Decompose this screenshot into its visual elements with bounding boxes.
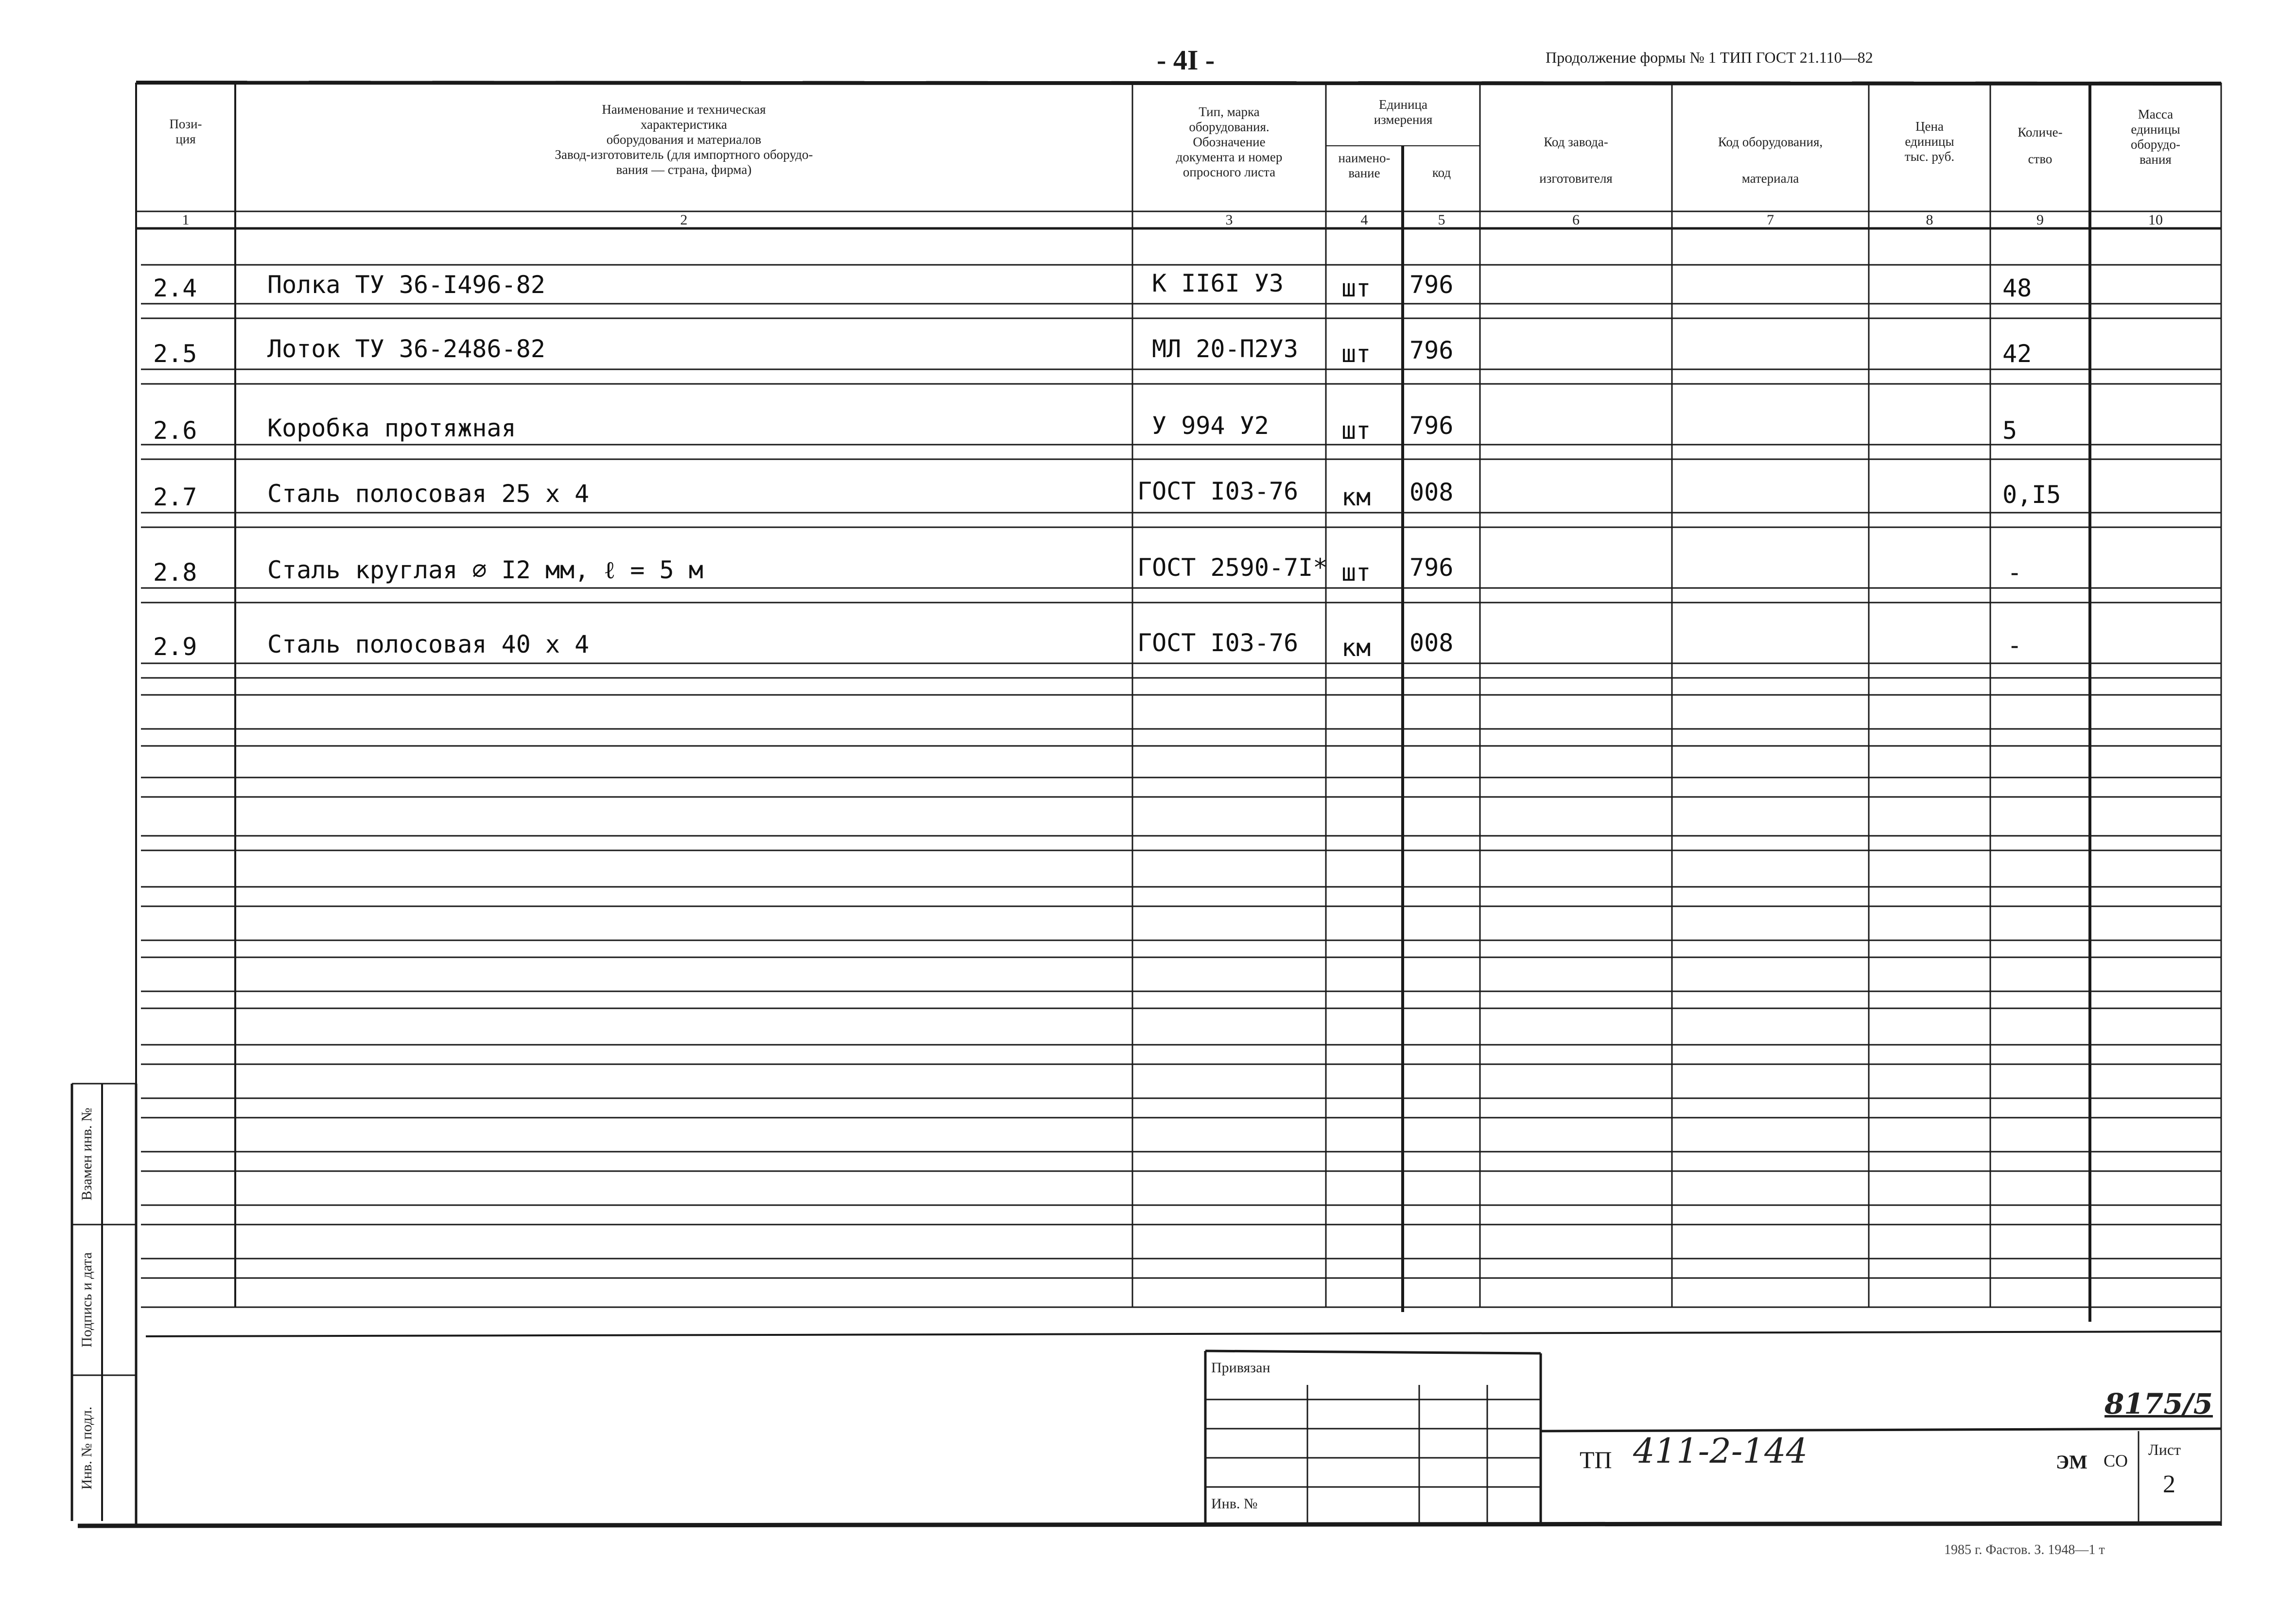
row-2-4-type: К II6I УЗ <box>1152 269 1284 297</box>
row-2-4-unit: шт <box>1341 274 1371 302</box>
row-2-6-position: 2.6 <box>153 416 197 445</box>
form-continuation-note: Продолжение формы № 1 ТИП ГОСТ 21.110—82 <box>1546 49 1873 66</box>
col-header-unit-name: наимено- вание <box>1338 151 1391 180</box>
doc-number: 411-2-144 <box>1633 1431 1808 1471</box>
col-num-2: 2 <box>680 212 688 228</box>
stamp-replaces-inventory: Взамен инв. № <box>79 1107 95 1201</box>
mark-code: ЭМ <box>2056 1451 2087 1473</box>
row-2-8-position: 2.8 <box>153 558 197 587</box>
row-2-6-name: Коробка протяжная <box>267 414 516 442</box>
row-2-7-type: ГОСТ I03-76 <box>1137 477 1299 505</box>
row-2-8-unit: шт <box>1341 558 1371 587</box>
col-num-6: 6 <box>1572 212 1580 228</box>
row-2-9-quantity: - <box>2007 631 2022 659</box>
col-header-unit-code: код <box>1432 165 1451 180</box>
row-2-5-code: 796 <box>1409 336 1454 364</box>
row-2-8-name: Сталь круглая ∅ I2 мм, ℓ = 5 м <box>267 556 703 584</box>
col-header-type: Тип, марка оборудования. Обозначение документа и номер опросного листа <box>1176 104 1283 179</box>
col-header-name: Наименование и техническая характеристика оборудования и материалов Завод-изготовитель (для импортного оборудо- вания — страна, фирма) <box>555 102 813 177</box>
row-2-5-name: Лоток ТУ 36-2486-82 <box>267 335 545 363</box>
row-2-7-quantity: 0,I5 <box>2002 481 2061 509</box>
row-2-9-position: 2.9 <box>153 633 197 661</box>
col-header-unit-group: Единица измерения <box>1374 97 1433 127</box>
row-2-7-unit: км <box>1341 483 1371 511</box>
row-2-4-position: 2.4 <box>153 274 197 302</box>
row-2-4-code: 796 <box>1409 271 1454 299</box>
col-num-1: 1 <box>182 212 190 228</box>
stamp-inventory-original: Инв. № подл. <box>79 1406 95 1490</box>
row-2-6-quantity: 5 <box>2002 416 2018 445</box>
col-header-quantity: Количе- ство <box>2018 125 2063 166</box>
stamp-signature-date: Подпись и дата <box>79 1252 95 1348</box>
doc-prefix: ТП <box>1580 1446 1612 1473</box>
row-2-5-quantity: 42 <box>2002 340 2032 368</box>
sheet-label: Лист <box>2148 1441 2181 1458</box>
stage-code: СО <box>2104 1451 2128 1470</box>
col-num-7: 7 <box>1767 212 1774 228</box>
row-2-9-name: Сталь полосовая 40 х 4 <box>267 630 590 658</box>
row-2-9-unit: км <box>1341 634 1371 662</box>
col-header-position: Пози- ция <box>169 117 202 146</box>
col-num-8: 8 <box>1926 212 1933 228</box>
row-2-8-code: 796 <box>1409 553 1454 582</box>
row-2-7-name: Сталь полосовая 25 х 4 <box>267 480 590 508</box>
row-2-4-name: Полка ТУ 36-I496-82 <box>267 271 545 299</box>
col-header-factory-code: Код завода- изготовителя <box>1539 135 1613 186</box>
row-2-6-type: У 994 У2 <box>1152 412 1269 440</box>
row-2-9-type: ГОСТ I03-76 <box>1137 629 1299 657</box>
col-header-price: Цена единицы тыс. руб. <box>1904 119 1955 164</box>
col-num-4: 4 <box>1360 212 1368 228</box>
row-2-8-type: ГОСТ 2590-7I* <box>1137 553 1328 582</box>
row-2-5-unit: шт <box>1341 340 1371 368</box>
page-number: - 4I - <box>1157 44 1215 76</box>
row-2-8-quantity: - <box>2007 558 2022 587</box>
row-2-4-quantity: 48 <box>2002 274 2032 302</box>
col-num-9: 9 <box>2036 212 2044 228</box>
sheet-number: 2 <box>2163 1470 2175 1498</box>
row-2-6-code: 796 <box>1409 412 1454 440</box>
printer-note: 1985 г. Фастов. З. 1948—1 т <box>1944 1542 2105 1557</box>
privyazan-label: Привязан <box>1211 1360 1270 1376</box>
row-2-5-position: 2.5 <box>153 340 197 368</box>
row-2-7-code: 008 <box>1409 478 1454 506</box>
row-2-5-type: МЛ 20-П2УЗ <box>1152 335 1299 363</box>
col-num-3: 3 <box>1225 212 1233 228</box>
col-num-10: 10 <box>2148 212 2163 228</box>
col-header-equipment-code: Код оборудования, материала <box>1718 135 1823 186</box>
row-2-9-code: 008 <box>1409 629 1454 657</box>
row-2-7-position: 2.7 <box>153 483 197 511</box>
album-number: 8175/5 <box>2105 1387 2213 1420</box>
row-2-6-unit: шт <box>1341 416 1371 445</box>
privyazan-inv-label: Инв. № <box>1211 1496 1258 1512</box>
col-num-5: 5 <box>1438 212 1445 228</box>
col-header-mass: Масса единицы оборудо- вания <box>2131 107 2180 167</box>
